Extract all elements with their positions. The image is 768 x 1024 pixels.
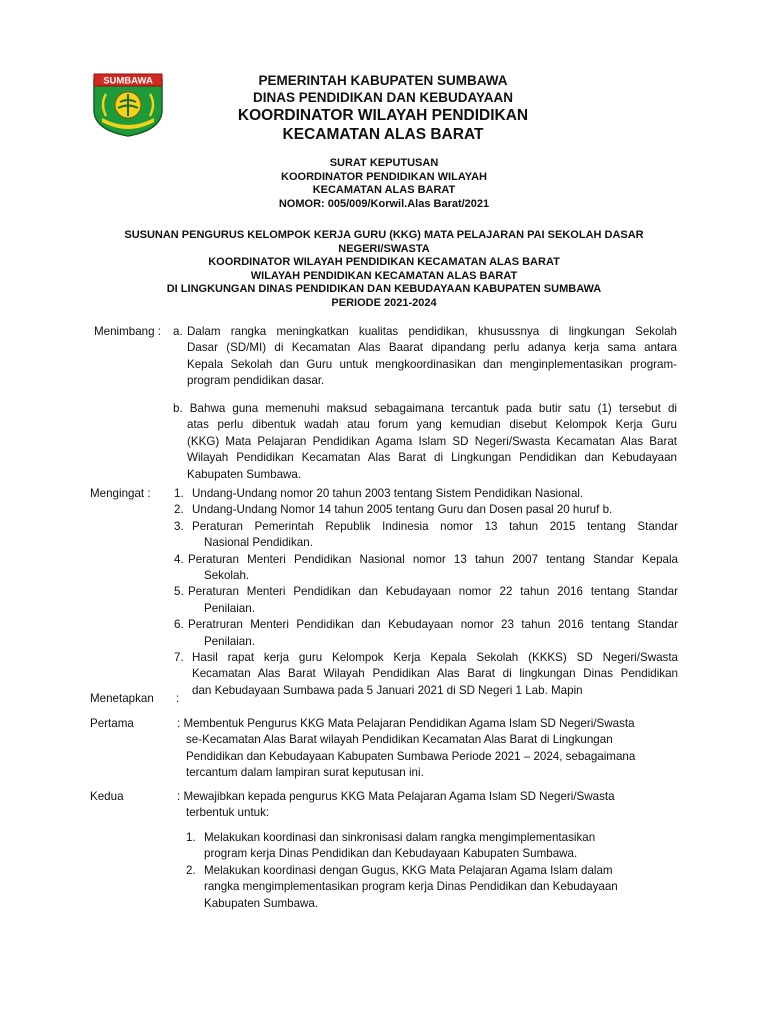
list-item: [204, 830, 674, 863]
text-line: Hasil rapat kerja guru Kelompok Kerja Kepala Sekolah (KKKS) SD Negeri/Swasta: [192, 651, 678, 664]
subject-line-6: PERIODE 2021-2024: [331, 296, 437, 309]
pertama-content: [177, 716, 677, 732]
pertama-label: Pertama: [90, 717, 134, 730]
list-marker: 3.: [174, 519, 184, 533]
text-line: Undang-Undang Nomor 14 tahun 2005 tentang Guru dan Dosen pasal 20 huruf b.: [192, 503, 613, 517]
text-line: b. Bahwa guna memenuhi maksud sebagaimana tercantuk pada butir satu (1) tersebut di: [173, 402, 677, 415]
text-line: Kabupaten Sumbawa.: [187, 467, 302, 481]
decree-subject: [90, 229, 678, 311]
logo-text: SUMBAWA: [103, 75, 153, 87]
text-line: Peraturan Menteri Pendidikan Nasional nomor 13 tahun 2007 tentang Standar Kepala: [188, 552, 678, 566]
text-line: Sekolah.: [204, 569, 250, 582]
list-item: [204, 863, 674, 912]
menetapkan-label: Menetapkan: [90, 692, 154, 705]
decree-header: [90, 157, 678, 211]
text-line: Penilaian.: [204, 634, 255, 648]
list-item: [192, 502, 678, 518]
menimbang-point-b: [173, 401, 677, 417]
subject-line-3: KOORDINATOR WILAYAH PENDIDIKAN KECAMATAN ALAS BARAT: [208, 256, 560, 269]
letterhead-line-2: DINAS PENDIDIKAN DAN KEBUDAYAAN: [252, 90, 514, 105]
subject-line-5: DI LINGKUNGAN DINAS PENDIDIKAN DAN KEBUDAYAAN KABUPATEN SUMBAWA: [166, 283, 602, 296]
text-line: Peraturan Menteri Pendidikan dan Kebudayaan nomor 22 tahun 2016 tentang Standar: [188, 585, 678, 599]
menimbang-a-marker: a.: [173, 325, 183, 338]
list-marker: 6.: [174, 618, 184, 632]
list-marker: 4.: [174, 552, 184, 566]
letterhead-line-4: KECAMATAN ALAS BARAT: [282, 126, 484, 143]
text-line: Pendidikan dan Kebudayaan Kabupaten Sumbawa Periode 2021 – 2024, sebagaimana: [186, 749, 636, 763]
kedua-content: [177, 789, 677, 805]
kedua-content-cont: [186, 805, 677, 821]
letterhead: [200, 72, 566, 144]
decree-number: NOMOR: 005/009/Korwil.Alas Barat/2021: [278, 197, 490, 210]
text-line: Penilaian.: [204, 601, 255, 615]
list-item: [192, 486, 678, 502]
list-marker: 1.: [186, 831, 196, 844]
text-line: Nasional Pendidikan.: [204, 536, 313, 550]
menetapkan-colon: :: [176, 692, 180, 705]
decree-line-2: KOORDINATOR PENDIDIKAN WILAYAH: [281, 170, 487, 183]
text-line: : Membentuk Pengurus KKG Mata Pelajaran Pendidikan Agama Islam SD Negeri/Swasta: [177, 717, 635, 730]
text-line: Melakukan koordinasi dan sinkronisasi dalam rangka mengimplementasikan: [204, 831, 596, 844]
menimbang-label: Menimbang :: [94, 325, 162, 338]
sumbawa-regency-logo: [90, 72, 166, 138]
list-marker: 5.: [174, 585, 184, 599]
text-line: Kabupaten Sumbawa.: [204, 896, 319, 910]
text-line: (KKG) Mata Pelajaran Pendidikan Agama Islam SD Negeri/Swasta Kecamatan Alas Barat: [187, 434, 677, 448]
list-marker: 2.: [186, 863, 196, 877]
text-line: terbentuk untuk:: [186, 806, 270, 820]
text-line: Peraturan Pemerintah Republik Indinesia nomor 13 tahun 2015 tentang Standar: [192, 519, 678, 533]
text-line: program kerja Dinas Pendidikan dan Kebudayaan Kabupaten Sumbawa.: [204, 847, 578, 861]
text-line: Wilayah Pendidikan Kecamatan Alas Barat di Lingkungan Pendidikan dan Kebudayaan: [187, 451, 677, 465]
text-line: rangka mengimplementasikan program kerja Dinas Pendidikan dan Kebudayaan: [204, 880, 618, 894]
decree-line-1: SURAT KEPUTUSAN: [329, 157, 439, 169]
letterhead-line-1: PEMERINTAH KABUPATEN SUMBAWA: [258, 73, 508, 88]
menimbang-point-a: [187, 324, 677, 390]
text-line: Undang-Undang nomor 20 tahun 2003 tentang Sistem Pendidikan Nasional.: [192, 487, 584, 500]
subject-line-4: WILAYAH PENDIDIKAN KECAMATAN ALAS BARAT: [250, 269, 518, 282]
text-line: Kecamatan Alas Barat Wilayah Pendidikan Alas Barat di lingkungan Dinas Pendidikan: [192, 667, 678, 681]
text-line: Dalam rangka meningkatkan kualitas pendidikan, khusussnya di lingkungan Sekolah: [187, 325, 677, 338]
kedua-label: Kedua: [90, 790, 124, 803]
list-marker: 1.: [174, 487, 184, 500]
mengingat-label: Mengingat :: [90, 487, 151, 500]
list-item: [192, 650, 678, 699]
text-line: atas perlu dibentuk wadah atau forum yang kemudian disebut Kelompok Kerja Guru: [187, 418, 677, 432]
list-item: [188, 584, 678, 617]
subject-line-2: NEGERI/SWASTA: [338, 242, 430, 255]
text-line: Kepala Sekolah dan Guru untuk mengkoordinasikan dan menginplementasikan program-: [187, 357, 677, 371]
subject-line-1: SUSUNAN PENGURUS KELOMPOK KERJA GURU (KKG) MATA PELAJARAN PAI SEKOLAH DASAR: [124, 229, 644, 241]
letterhead-line-3: KOORDINATOR WILAYAH PENDIDIKAN: [237, 107, 529, 124]
list-item: [188, 617, 678, 650]
text-line: : Mewajibkan kepada pengurus KKG Mata Pelajaran Agama Islam SD Negeri/Swasta: [177, 790, 615, 803]
text-line: Dasar (SD/MI) di Kecamatan Alas Baarat dipandang perlu adanya kerja sama antara: [187, 341, 677, 355]
text-line: tercantum dalam lampiran surat keputusan ini.: [186, 766, 424, 780]
menimbang-point-b-cont: [187, 417, 677, 483]
list-item: [188, 552, 678, 585]
pertama-content-cont: [186, 732, 677, 781]
text-line: se-Kecamatan Alas Barat wilayah Pendidikan Kecamatan Alas Barat di Lingkungan: [186, 733, 613, 747]
decree-line-3: KECAMATAN ALAS BARAT: [312, 184, 456, 197]
text-line: dan Kebudayaan Sumbawa pada 5 Januari 2021 di SD Negeri 1 Lab. Mapin: [192, 683, 583, 697]
text-line: Peratruran Menteri Pendidikan dan Kebudayaan nomor 23 tahun 2016 tentang Standar: [188, 618, 678, 632]
text-line: program pendidikan dasar.: [187, 374, 325, 388]
list-marker: 7.: [174, 651, 184, 664]
text-line: Melakukan koordinasi dengan Gugus, KKG Mata Pelajaran Agama Islam dalam: [204, 863, 613, 877]
list-item: [192, 519, 678, 552]
list-marker: 2.: [174, 503, 184, 517]
